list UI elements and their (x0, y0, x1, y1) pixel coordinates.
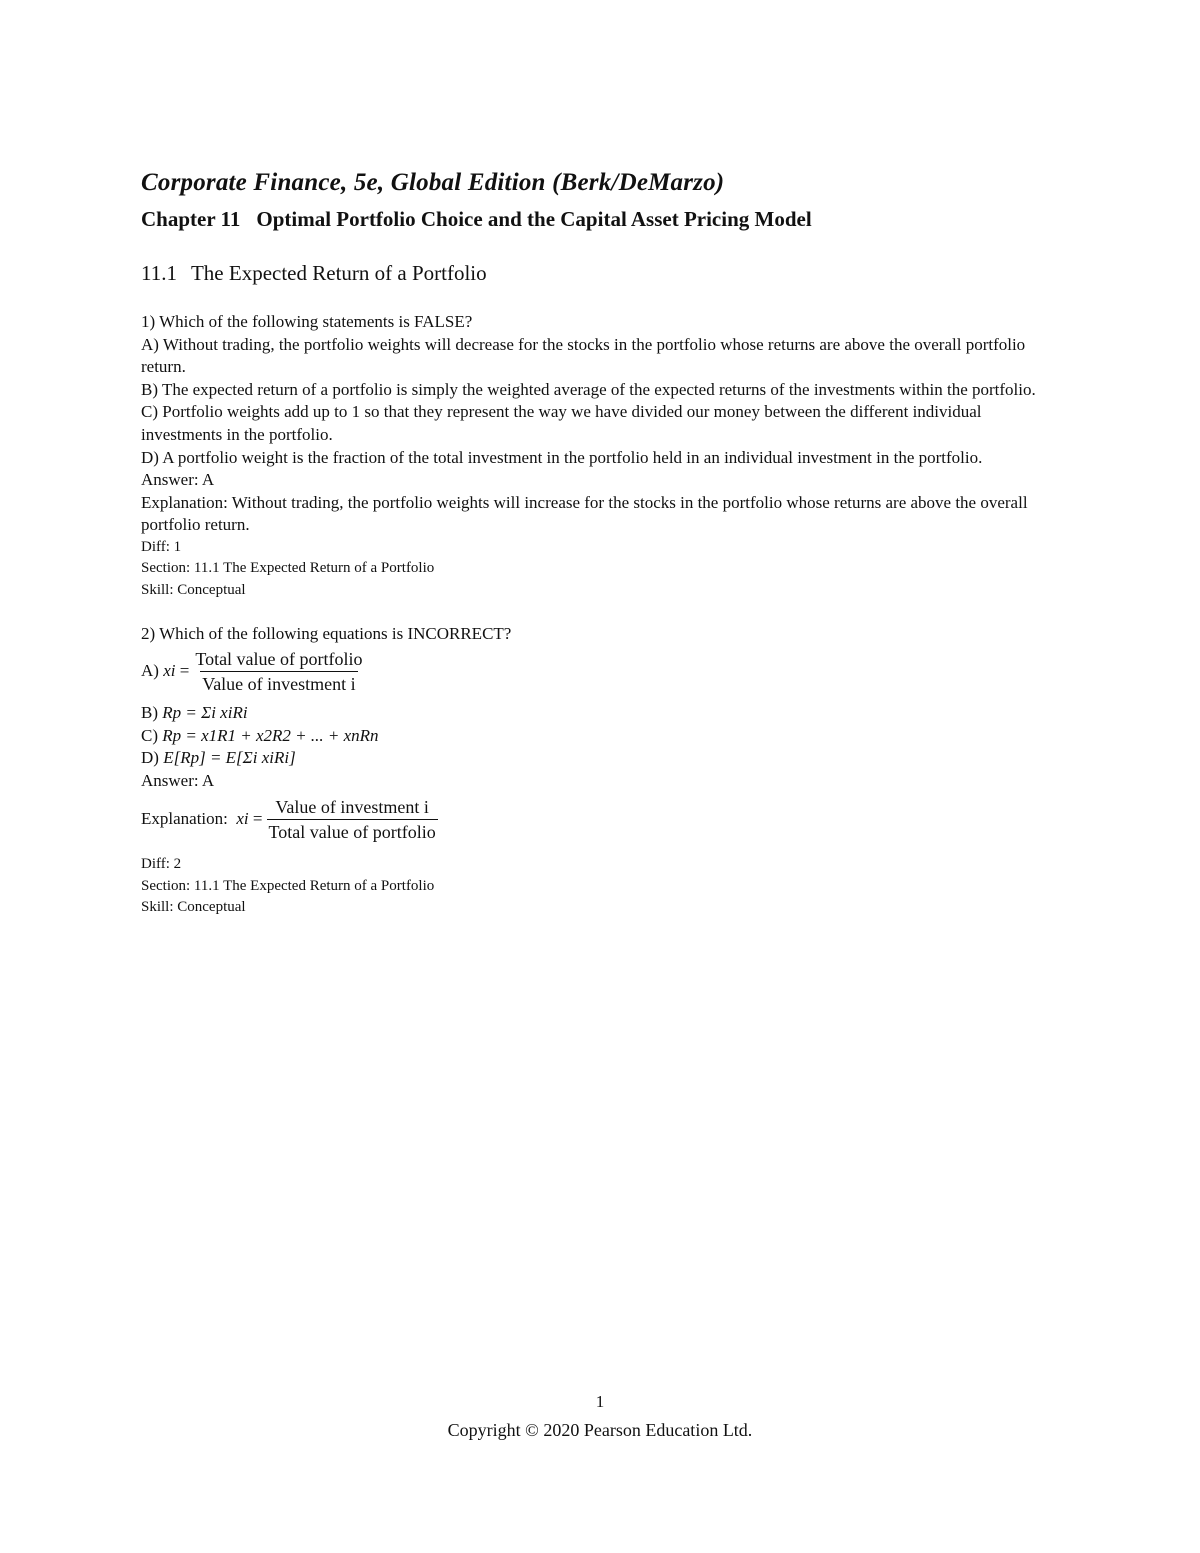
question-1-option-c: C) Portfolio weights add up to 1 so that they represent the way we have divided our money between the different individual investments in the portfolio. (141, 402, 982, 444)
explanation-fraction (267, 796, 438, 843)
option-b-label: B) (141, 703, 163, 723)
option-a-denominator: Value of investment i (200, 671, 357, 695)
book-title: Corporate Finance, 5e, Global Edition (Berk/DeMarzo) (141, 169, 725, 196)
option-a-equals: = (175, 660, 190, 680)
option-a-label: A) (141, 660, 164, 680)
option-a-numerator: Total value of portfolio (195, 648, 363, 669)
question-1-stem: 1) Which of the following statements is FALSE? (141, 312, 473, 331)
question-1-explanation: Explanation: Without trading, the portfolio weights will increase for the stocks in the portfolio whose returns are above the overall portfolio return. (141, 492, 1028, 535)
question-2 (141, 623, 1061, 918)
question-1 (141, 311, 1061, 601)
question-2-explanation (141, 794, 1061, 844)
question-1-answer: Answer: A (141, 470, 215, 490)
option-d-label: D) (141, 748, 164, 768)
question-1-skill: Skill: Conceptual (141, 581, 246, 598)
document-content (141, 166, 1061, 919)
question-2-answer: Answer: A (141, 770, 215, 790)
page-number: 1 (595, 1392, 605, 1411)
question-2-option-c (141, 725, 1061, 748)
question-2-stem: 2) Which of the following equations is INCORRECT? (141, 624, 512, 644)
question-2-option-b (141, 702, 1061, 725)
option-a-variable: xi (163, 660, 176, 680)
question-2-diff: Diff: 2 (141, 856, 182, 873)
chapter-number: Chapter 11 (141, 207, 241, 231)
explanation-label: Explanation: (141, 809, 237, 829)
option-b-equation: Rp = Σi xiRi (162, 703, 248, 723)
section-heading (141, 258, 1061, 288)
question-2-option-d (141, 747, 1061, 770)
option-a-fraction (193, 648, 364, 695)
section-title: The Expected Return of a Portfolio (190, 261, 487, 285)
chapter-title: Optimal Portfolio Choice and the Capital Asset Pricing Model (256, 207, 812, 231)
question-1-option-a: A) Without trading, the portfolio weights will decrease for the stocks in the portfolio whose returns are above the overall portfolio return. (141, 334, 1026, 377)
chapter-heading (141, 204, 1061, 234)
option-c-equation: Rp = x1R1 + x2R2 + ... + xnRn (162, 725, 379, 745)
question-1-option-d: D) A portfolio weight is the fraction of the total investment in the portfolio held in an individual investment in the portfolio. (141, 447, 983, 467)
copyright-notice: Copyright © 2020 Pearson Education Ltd. (447, 1420, 753, 1440)
question-2-skill: Skill: Conceptual (141, 899, 246, 916)
explanation-numerator: Value of investment i (275, 796, 429, 817)
question-2-section: Section: 11.1 The Expected Return of a Portfolio (141, 877, 435, 894)
option-c-label: C) (141, 725, 163, 745)
question-1-diff: Diff: 1 (141, 538, 182, 555)
question-1-option-b: B) The expected return of a portfolio is simply the weighted average of the expected returns of the investments within the portfolio. (141, 379, 1036, 399)
explanation-variable: xi (236, 809, 249, 829)
explanation-equals: = (248, 809, 263, 829)
option-d-equation: E[Rp] = E[Σi xiRi] (163, 748, 296, 768)
question-2-option-a (141, 646, 1061, 696)
explanation-denominator: Total value of portfolio (267, 819, 438, 843)
question-1-section: Section: 11.1 The Expected Return of a Portfolio (141, 560, 435, 577)
section-number: 11.1 (141, 261, 177, 285)
